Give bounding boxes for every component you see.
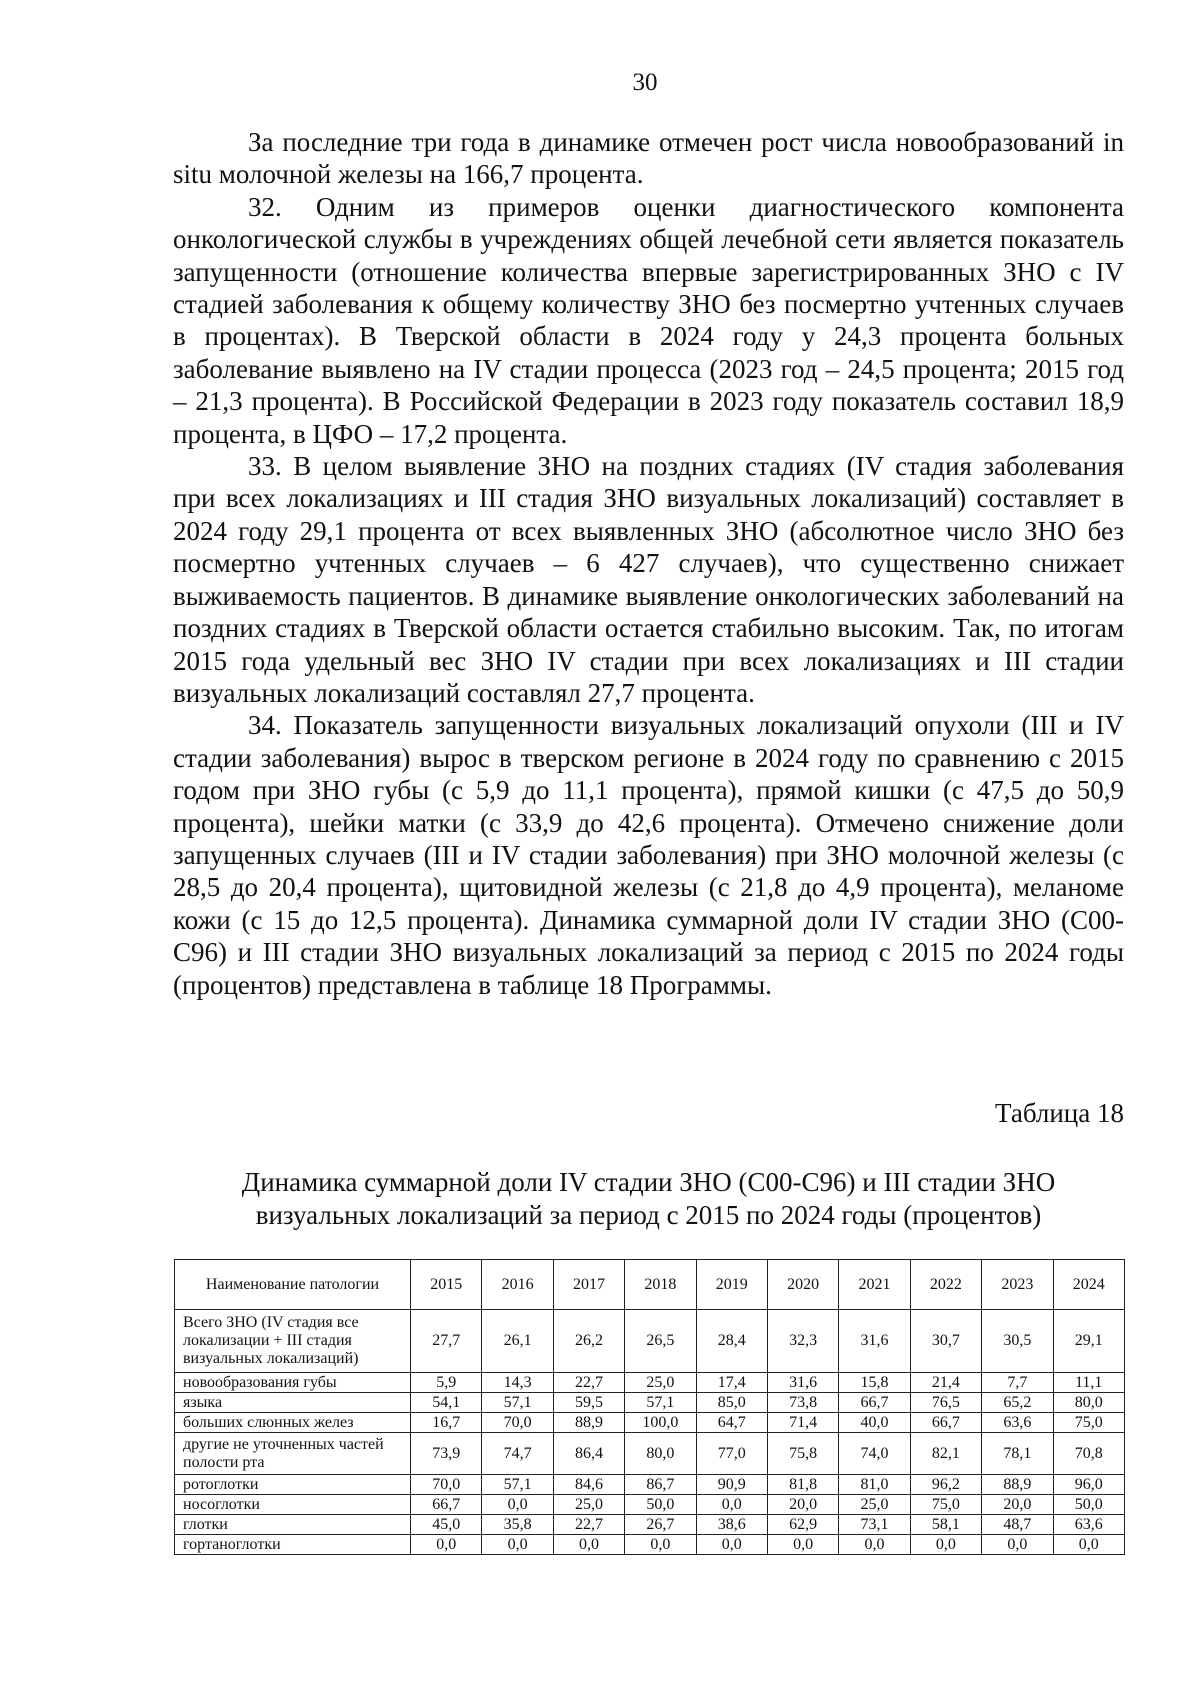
table-row [175,1310,1125,1373]
value-cell: 26,5 [625,1310,696,1373]
value-cell: 73,8 [767,1393,838,1413]
value-cell: 88,9 [553,1413,624,1433]
value-cell: 88,9 [982,1475,1053,1495]
value-cell: 66,7 [910,1413,981,1433]
value-cell: 86,7 [625,1475,696,1495]
header-cell: Наименование патологии [175,1260,411,1310]
value-cell: 25,0 [625,1373,696,1393]
value-cell: 65,2 [982,1393,1053,1413]
value-cell: 0,0 [839,1535,910,1555]
row-name-cell: гортаноглотки [175,1535,411,1555]
header-cell: 2020 [767,1260,838,1310]
value-cell: 29,1 [1053,1310,1124,1373]
value-cell: 70,8 [1053,1433,1124,1475]
value-cell: 26,7 [625,1515,696,1535]
value-cell: 26,2 [553,1310,624,1373]
paragraph-33: 33. В целом выявление ЗНО на поздних стадиях (IV стадия заболевания при всех локализациях и III стадия ЗНО визуальных локализаций) составляет в 2024 году 29,1 процента от всех выявленных ЗНО (абсолютное число ЗНО без посмертно учтенных случаев – 6 427 случаев), что существенно снижает выживаемость пациентов. В динамике выявление онкологических заболеваний на поздних стадиях в Тверской области остается стабильно высоким. Так, по итогам 2015 года удельный вес ЗНО IV стадии при всех локализациях и III стадии визуальных локализаций составлял 27,7 процента. [173,451,1124,708]
page-number: 30 [632,69,658,96]
value-cell: 77,0 [696,1433,767,1475]
value-cell: 31,6 [839,1310,910,1373]
data-table [174,1259,1125,1555]
value-cell: 96,2 [910,1475,981,1495]
value-cell: 45,0 [411,1515,482,1535]
value-cell: 0,0 [696,1535,767,1555]
header-cell: 2016 [482,1260,553,1310]
value-cell: 22,7 [553,1515,624,1535]
value-cell: 25,0 [553,1495,624,1515]
row-name-cell: больших слюнных желез [175,1413,411,1433]
table-caption: Таблица 18 [995,1098,1124,1128]
paragraph-34: 34. Показатель запущенности визуальных локализаций опухоли (III и IV стадии заболевания) вырос в тверском регионе в 2024 году по сравнению с 2015 годом при ЗНО губы (с 5,9 до 11,1 процента), прямой кишки (с 47,5 до 50,9 процента), шейки матки (с 33,9 до 42,6 процента). Отмечено снижение доли запущенных случаев (III и IV стадии заболевания) при ЗНО молочной железы (с 28,5 до 20,4 процента), щитовидной железы (с 21,8 до 4,9 процента), меланоме кожи (с 15 до 12,5 процента). Динамика суммарной доли IV стадии ЗНО (С00-С96) и III стадии ЗНО визуальных локализаций за период с 2015 по 2024 годы (процентов) представлена в таблице 18 Программы. [173,710,1124,1000]
value-cell: 70,0 [482,1413,553,1433]
paragraph-32: 32. Одним из примеров оценки диагностического компонента онкологической службы в учреждениях общей лечебной сети является показатель запущенности (отношение количества впервые зарегистрированных ЗНО с IV стадией заболевания к общему количеству ЗНО без посмертно учтенных случаев в процентах). В Тверской области в 2024 году у 24,3 процента больных заболевание выявлено на IV стадии процесса (2023 год – 24,5 процента; 2015 год – 21,3 процента). В Российской Федерации в 2023 году показатель составил 18,9 процента, в ЦФО – 17,2 процента. [173,191,1124,449]
value-cell: 100,0 [625,1413,696,1433]
header-cell: 2024 [1053,1260,1124,1310]
value-cell: 0,0 [411,1535,482,1555]
value-cell: 0,0 [1053,1535,1124,1555]
value-cell: 76,5 [910,1393,981,1413]
table-title: Динамика суммарной доли IV стадии ЗНО (С00-С96) и III стадии ЗНО визуальных локализаций за период с 2015 по 2024 годы (процентов) [241,1167,1056,1230]
table-row [175,1535,1125,1555]
header-cell: 2019 [696,1260,767,1310]
value-cell: 57,1 [482,1475,553,1495]
value-cell: 81,0 [839,1475,910,1495]
row-name-cell: другие не уточненных частей полости рта [175,1433,411,1475]
value-cell: 5,9 [411,1373,482,1393]
value-cell: 85,0 [696,1393,767,1413]
value-cell: 84,6 [553,1475,624,1495]
table-body [175,1310,1125,1555]
value-cell: 80,0 [625,1433,696,1475]
value-cell: 0,0 [482,1495,553,1515]
value-cell: 20,0 [767,1495,838,1515]
value-cell: 0,0 [982,1535,1053,1555]
value-cell: 74,7 [482,1433,553,1475]
value-cell: 75,0 [910,1495,981,1515]
value-cell: 71,4 [767,1413,838,1433]
table-row [175,1433,1125,1475]
table-row [175,1393,1125,1413]
value-cell: 0,0 [910,1535,981,1555]
value-cell: 15,8 [839,1373,910,1393]
value-cell: 57,1 [482,1393,553,1413]
value-cell: 16,7 [411,1413,482,1433]
value-cell: 75,8 [767,1433,838,1475]
value-cell: 26,1 [482,1310,553,1373]
body-text [173,126,1124,1001]
header-cell: 2017 [553,1260,624,1310]
row-name-cell: носоглотки [175,1495,411,1515]
table-row [175,1515,1125,1535]
value-cell: 63,6 [982,1413,1053,1433]
value-cell: 17,4 [696,1373,767,1393]
header-cell: 2023 [982,1260,1053,1310]
value-cell: 20,0 [982,1495,1053,1515]
value-cell: 0,0 [696,1495,767,1515]
value-cell: 0,0 [625,1535,696,1555]
paragraph-1: За последние три года в динамике отмечен рост числа новообразований in situ молочной железы на 166,7 процента. [173,127,1124,190]
value-cell: 22,7 [553,1373,624,1393]
value-cell: 30,7 [910,1310,981,1373]
value-cell: 48,7 [982,1515,1053,1535]
value-cell: 50,0 [625,1495,696,1515]
value-cell: 28,4 [696,1310,767,1373]
row-name-cell: глотки [175,1515,411,1535]
value-cell: 25,0 [839,1495,910,1515]
value-cell: 96,0 [1053,1475,1124,1495]
value-cell: 82,1 [910,1433,981,1475]
value-cell: 50,0 [1053,1495,1124,1515]
value-cell: 11,1 [1053,1373,1124,1393]
value-cell: 90,9 [696,1475,767,1495]
value-cell: 73,9 [411,1433,482,1475]
value-cell: 40,0 [839,1413,910,1433]
row-name-cell: Всего ЗНО (IV стадия все локализации + III стадия визуальных локализаций) [175,1310,411,1373]
value-cell: 63,6 [1053,1515,1124,1535]
value-cell: 54,1 [411,1393,482,1413]
value-cell: 7,7 [982,1373,1053,1393]
value-cell: 86,4 [553,1433,624,1475]
table-row [175,1475,1125,1495]
table-row [175,1413,1125,1433]
row-name-cell: ротоглотки [175,1475,411,1495]
value-cell: 32,3 [767,1310,838,1373]
row-name-cell: языка [175,1393,411,1413]
row-name-cell: новообразования губы [175,1373,411,1393]
value-cell: 66,7 [411,1495,482,1515]
value-cell: 70,0 [411,1475,482,1495]
value-cell: 73,1 [839,1515,910,1535]
value-cell: 81,8 [767,1475,838,1495]
table-row [175,1495,1125,1515]
value-cell: 14,3 [482,1373,553,1393]
value-cell: 80,0 [1053,1393,1124,1413]
value-cell: 0,0 [482,1535,553,1555]
value-cell: 78,1 [982,1433,1053,1475]
table-row [175,1373,1125,1393]
value-cell: 35,8 [482,1515,553,1535]
value-cell: 0,0 [767,1535,838,1555]
table-header-row [175,1260,1125,1310]
value-cell: 74,0 [839,1433,910,1475]
value-cell: 58,1 [910,1515,981,1535]
value-cell: 21,4 [910,1373,981,1393]
value-cell: 75,0 [1053,1413,1124,1433]
value-cell: 30,5 [982,1310,1053,1373]
header-cell: 2015 [411,1260,482,1310]
header-cell: 2022 [910,1260,981,1310]
value-cell: 59,5 [553,1393,624,1413]
header-cell: 2021 [839,1260,910,1310]
header-cell: 2018 [625,1260,696,1310]
value-cell: 31,6 [767,1373,838,1393]
value-cell: 64,7 [696,1413,767,1433]
value-cell: 38,6 [696,1515,767,1535]
value-cell: 57,1 [625,1393,696,1413]
value-cell: 66,7 [839,1393,910,1413]
value-cell: 0,0 [553,1535,624,1555]
value-cell: 27,7 [411,1310,482,1373]
value-cell: 62,9 [767,1515,838,1535]
